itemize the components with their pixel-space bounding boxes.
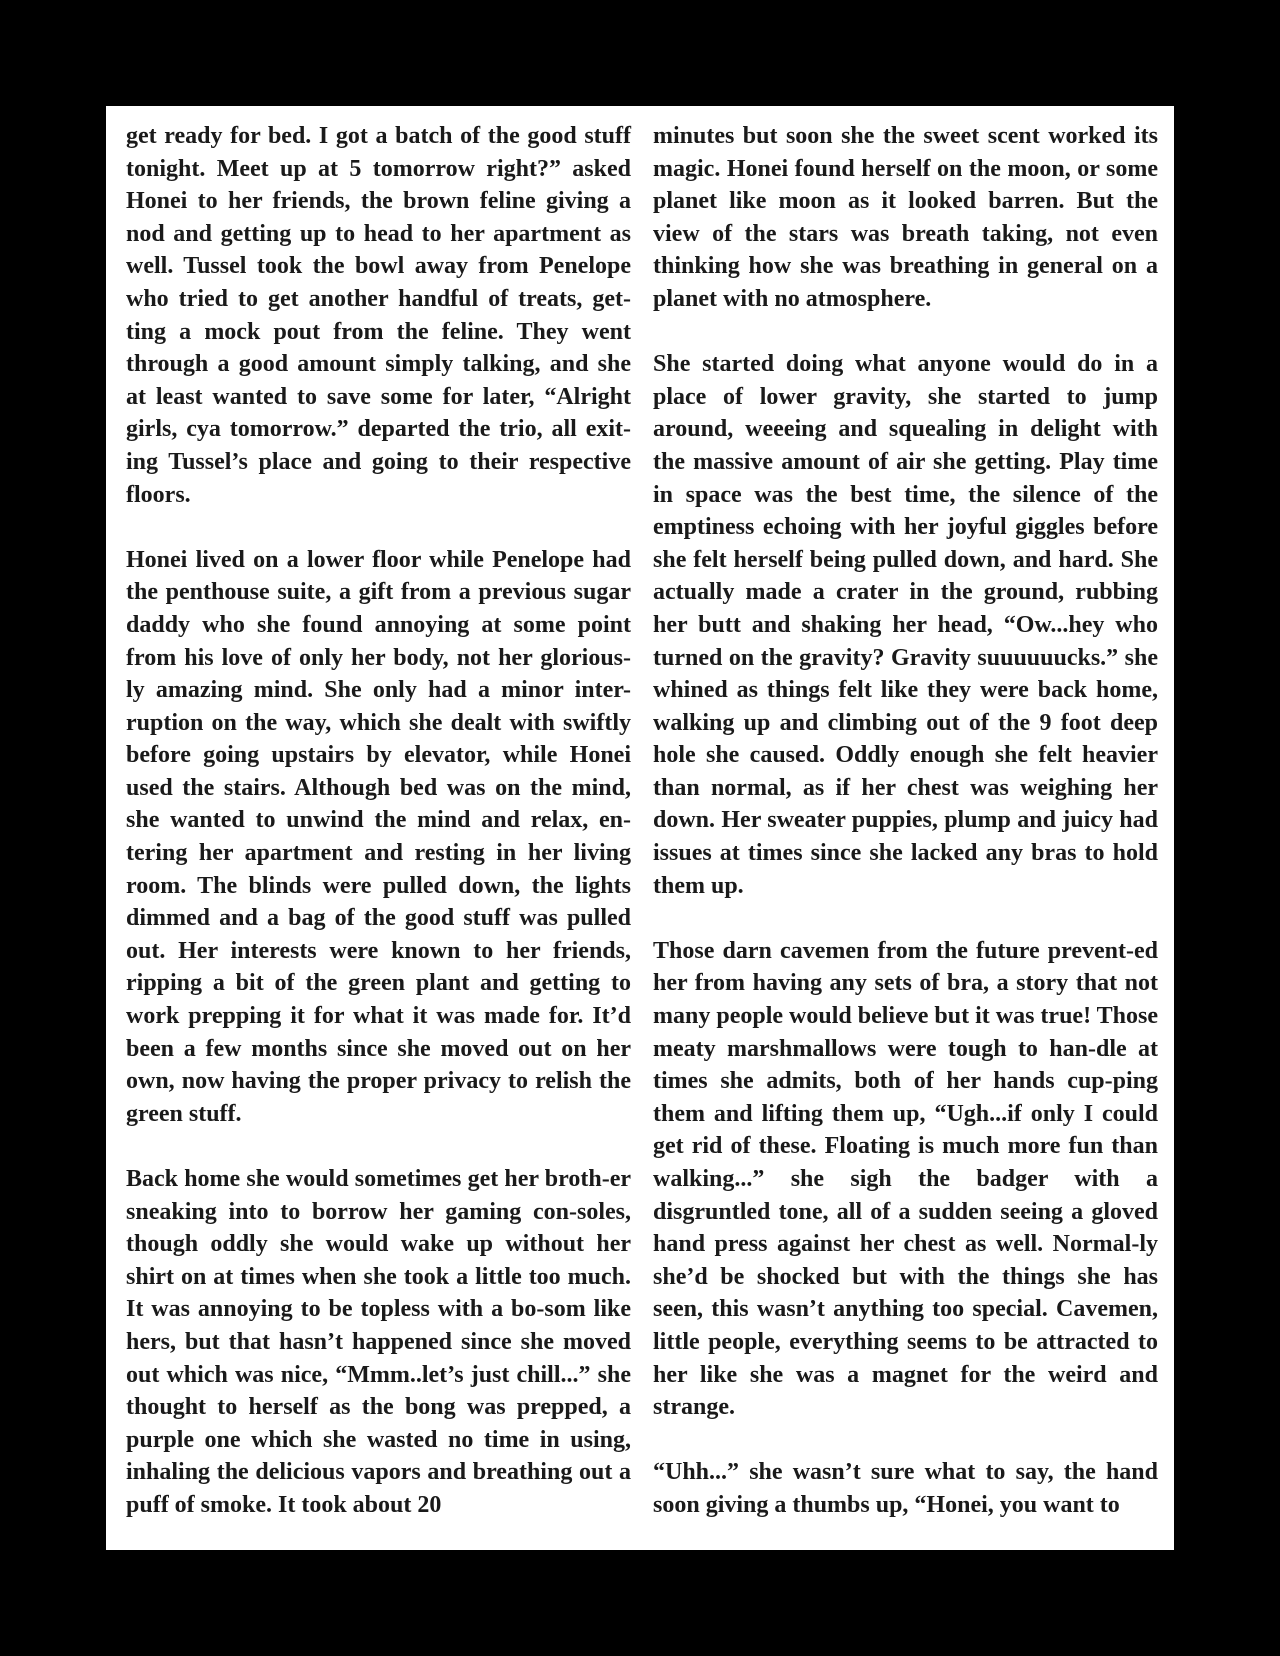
paragraph: Those darn cavemen from the future prevent-ed her from having any sets of bra, a story that not many people would believe but it was true! Those meaty marshmallows were tough to han-dle at times she admits, both of her hands cup-ping them and lifting them up, “Ugh...if only I could get rid of these. Floating is much more fun than walking...” she sigh the badger with a disgruntled tone, all of a sudden seeing a gloved hand press against her chest as well. Normal-ly she’d be shocked but with the things she has seen, this wasn’t anything too special. Cavemen, little people, everything seems to be attracted to her like she was a magnet for the weird and strange. bbox=[653, 937, 1158, 1421]
paragraph: Honei lived on a lower floor while Penelope had the penthouse suite, a gift from a previous sugar daddy who she found annoying at some point from his love of only her body, not her glorious-ly amazing mind. She only had a minor inter-ruption on the way, which she dealt with swiftly before going upstairs by elevator, while Honei used the stairs. Although bed was on the mind, she wanted to unwind the mind and relax, en-tering her apartment and resting in her living room. The blinds were pulled down, the lights dimmed and a bag of the good stuff was pulled out. Her interests were known to her friends, ripping a bit of the green plant and getting to work prepping it for what it was made for. It’d been a few months since she moved out on her own, now having the proper privacy to relish the green stuff. bbox=[126, 546, 631, 1127]
paragraph: Back home she would sometimes get her broth-er sneaking into to borrow her gaming con-soles, though oddly she would wake up without her shirt on at times when she took a little too much. It was annoying to be topless with a bo-som like hers, but that hasn’t happened since she moved out which was nice, “Mmm..let’s just chill...” she thought to herself as the bong was prepped, a purple one which she wasted no time in using, inhaling the delicious vapors and breathing out a puff of smoke. It took about 20 bbox=[126, 1166, 631, 1518]
right-column bbox=[653, 120, 1158, 1522]
book-page bbox=[106, 106, 1174, 1550]
paragraph: get ready for bed. I got a batch of the good stuff tonight. Meet up at 5 tomorrow right?” asked Honei to her friends, the brown feline giving a nod and getting up to head to her apartment as well. Tussel took the bowl away from Penelope who tried to get another handful of treats, get-ting a mock pout from the feline. They went through a good amount simply talking, and she at least wanted to save some for later, “Alright girls, cya tomorrow.” departed the trio, all exit-ing Tussel’s place and going to their respective floors. bbox=[126, 123, 631, 508]
paragraph: She started doing what anyone would do in a place of lower gravity, she started to jump around, weeeing and squealing in delight with the massive amount of air she getting. Play time in space was the best time, the silence of the emptiness echoing with her joyful giggles before she felt herself being pulled down, and hard. She actually made a crater in the ground, rubbing her butt and shaking her head, “Ow...hey who turned on the gravity? Gravity suuuuuucks.” she whined as things felt like they were back home, walking up and climbing out of the 9 foot deep hole she caused. Oddly enough she felt heavier than normal, as if her chest was weighing her down. Her sweater puppies, plump and juicy had issues at times since she lacked any bras to hold them up. bbox=[653, 351, 1158, 899]
paragraph: minutes but soon she the sweet scent worked its magic. Honei found herself on the moon, or some planet like moon as it looked barren. But the view of the stars was breath taking, not even thinking how she was breathing in general on a planet with no atmosphere. bbox=[653, 123, 1158, 312]
paragraph: “Uhh...” she wasn’t sure what to say, the hand soon giving a thumbs up, “Honei, you want to bbox=[653, 1459, 1158, 1518]
left-column bbox=[126, 120, 631, 1522]
